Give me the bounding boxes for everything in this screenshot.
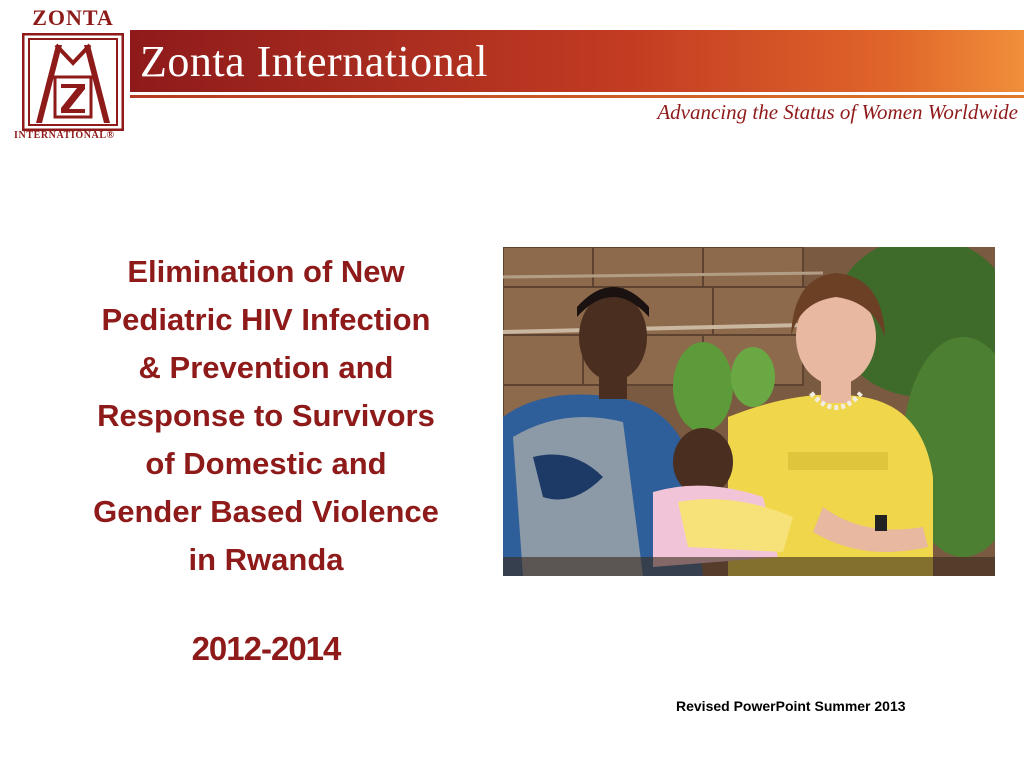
zonta-logo (14, 6, 132, 146)
revision-note: Revised PowerPoint Summer 2013 (676, 698, 906, 714)
title-line: of Domestic and (145, 446, 387, 481)
photo-illustration (503, 247, 995, 576)
title-line: in Rwanda (188, 542, 344, 577)
title-line: & Prevention and (138, 350, 394, 385)
title-line: Response to Survivors (97, 398, 435, 433)
banner-title: Zonta International (140, 37, 488, 86)
photo-two-women-with-baby (503, 247, 995, 576)
header-divider (130, 95, 1024, 98)
logo-top-text: ZONTA (32, 5, 114, 30)
tagline: Advancing the Status of Women Worldwide (657, 100, 1018, 124)
title-line: Elimination of New (127, 254, 405, 289)
zonta-emblem-icon (22, 33, 124, 131)
title-line: Pediatric HIV Infection (101, 302, 431, 337)
year-range: 2012-2014 (191, 630, 341, 667)
title-line: Gender Based Violence (93, 494, 439, 529)
logo-bottom-text: INTERNATIONAL® (14, 130, 115, 141)
slide-title (36, 248, 496, 584)
